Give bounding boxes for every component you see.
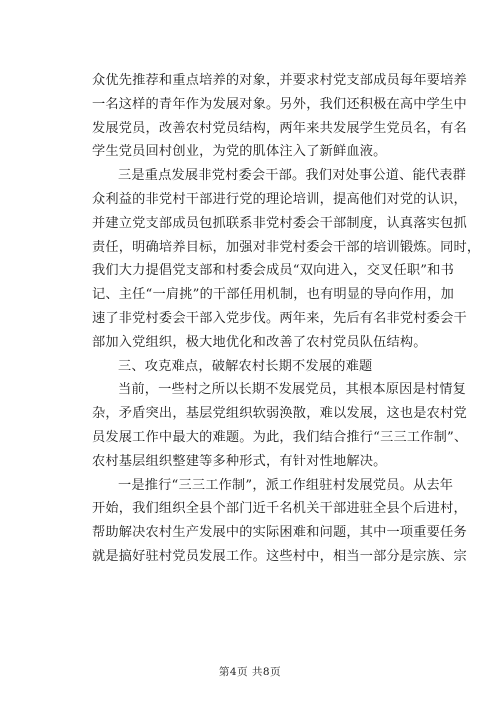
text-line: 一名这样的青年作为发展对象。另外，我们还积极在高中学生中 — [92, 96, 467, 112]
paragraph-start-line: 一是推行“三三工作制”，派工作组驻村发展党员。从去年 — [118, 477, 454, 493]
text-line: 学生党员回村创业，为党的肌体注入了新鲜血液。 — [92, 144, 387, 160]
page-footer: 第4页 共8页 — [218, 666, 282, 678]
text-line: 部加入党组织，极大地优化和改善了农村党员队伍结构。 — [92, 334, 427, 350]
body-text — [92, 69, 481, 569]
text-line: 发展党员，改善农村党员结构，两年来共发展学生党员名，有名 — [92, 120, 467, 136]
text-line: 杂，矛盾突出，基层党组织软弱涣散，难以发展，这也是农村党 — [92, 406, 467, 422]
text-line: 众优先推荐和重点培养的对象，并要求村党支部成员每年要培养 — [92, 73, 467, 88]
text-line: 众利益的非党村干部进行党的理论培训，提高他们对党的认识， — [92, 191, 467, 207]
text-line: 帮助解决农村生产发展中的实际困难和问题，其中一项重要任务 — [92, 525, 467, 541]
text-line: 就是搞好驻村党员发展工作。这些村中，相当一部分是宗族、宗 — [92, 548, 467, 564]
text-line: 员发展工作中最大的难题。为此，我们结合推行“三三工作制”、 — [92, 429, 468, 445]
text-line: 速了非党村委会干部入党步伐。两年来，先后有名非党村委会干 — [92, 310, 467, 326]
text-line: 责任，明确培养目标，加强对非党村委会干部的培训锻炼。同时， — [92, 239, 481, 255]
text-line: 并建立党支部成员包抓联系非党村委会干部制度，认真落实包抓 — [92, 215, 467, 231]
paragraph-start-line: 三是重点发展非党村委会干部。我们对处事公道、能代表群 — [118, 168, 467, 184]
text-line: 我们大力提倡党支部和村委会成员“双向进入，交叉任职”和书 — [92, 263, 454, 279]
text-line: 农村基层组织整建等多种形式，有针对性地解决。 — [92, 453, 387, 469]
section-heading: 三、攻克难点，破解农村长期不发展的难题 — [118, 358, 373, 374]
paragraph-start-line: 当前，一些村之所以长期不发展党员，其根本原因是村情复 — [118, 382, 467, 398]
text-line: 开始，我们组织全县个部门近千名机关干部进驻全县个后进村， — [92, 501, 467, 517]
text-line: 记、主任“一肩挑”的干部任用机制，也有明显的导向作用，加 — [92, 287, 454, 303]
